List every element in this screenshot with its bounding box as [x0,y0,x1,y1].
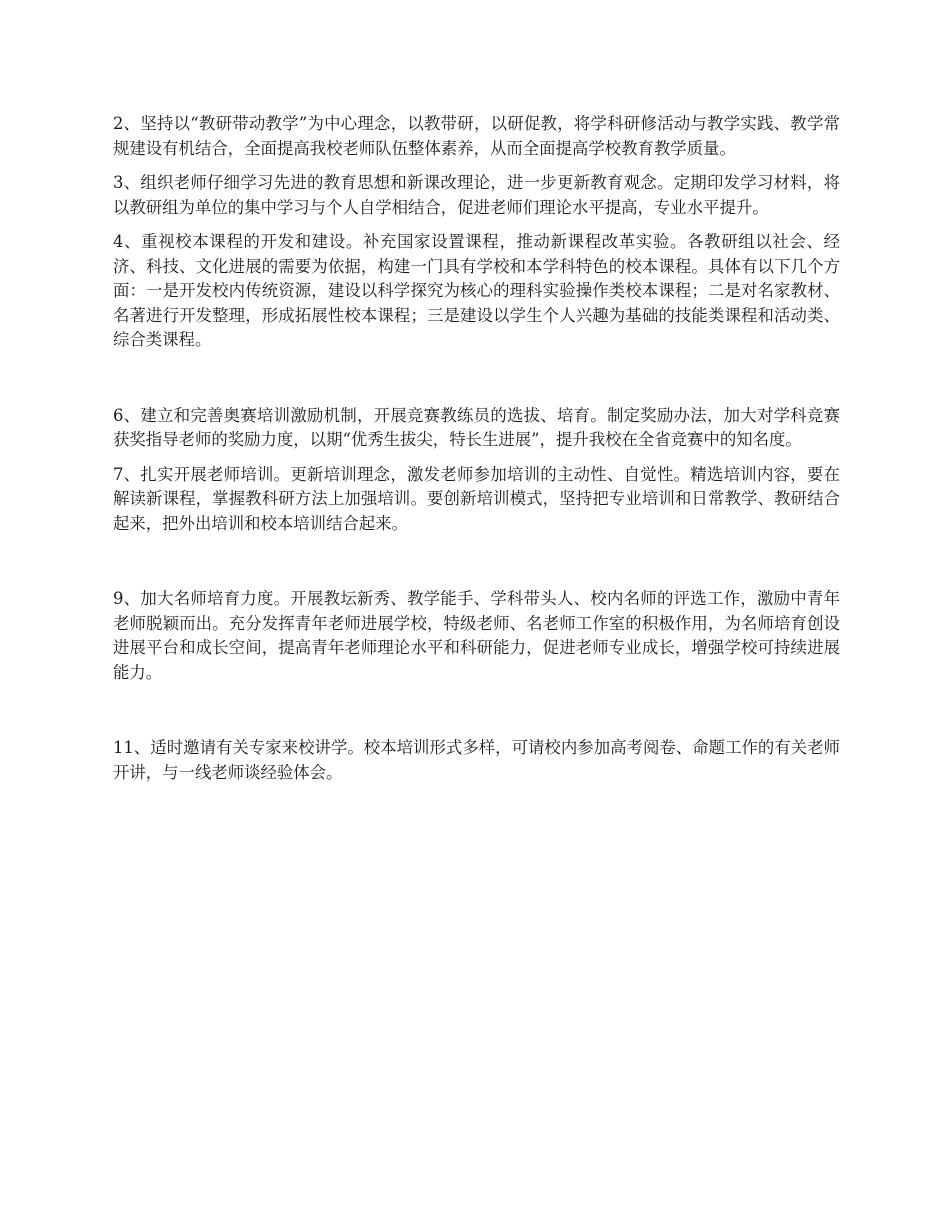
paragraph-item-6: 6、建立和完善奥赛培训激励机制，开展竞赛教练员的选拔、培育。制定奖励办法，加大对学科竞赛获奖指导老师的奖励力度，以期“优秀生拔尖，特长生进展”，提升我校在全省竞赛中的知名度。 [113,405,840,449]
paragraph-item-9: 9、加大名师培育力度。开展教坛新秀、教学能手、学科带头人、校内名师的评选工作，激励中青年老师脱颖而出。充分发挥青年老师进展学校，特级老师、名老师工作室的积极作用，为名师培育创设进展平台和成长空间，提高青年老师理论水平和科研能力，促进老师专业成长，增强学校可持续进展能力。 [113,589,840,682]
paragraph-item-4: 4、重视校本课程的开发和建设。补充国家设置课程，推动新课程改革实验。各教研组以社会、经济、科技、文化进展的需要为依据，构建一门具有学校和本学科特色的校本课程。具体有以下几个方面：一是开发校内传统资源，建设以科学探究为核心的理科实验操作类校本课程；二是对名家教材、名著进行开发整理，形成拓展性校本课程；三是建设以学生个人兴趣为基础的技能类课程和活动类、综合类课程。 [113,232,840,349]
paragraph-item-11: 11、适时邀请有关专家来校讲学。校本培训形式多样，可请校内参加高考阅卷、命题工作的有关老师开讲，与一线老师谈经验体会。 [113,738,840,782]
document-page [113,112,840,785]
paragraph-item-7: 7、扎实开展老师培训。更新培训理念，激发老师参加培训的主动性、自觉性。精选培训内容，要在解读新课程，掌握教科研方法上加强培训。要创新培训模式，坚持把专业培训和日常教学、教研结合起来，把外出培训和校本培训结合起来。 [113,464,840,533]
paragraph-item-2: 2、坚持以“教研带动教学”为中心理念，以教带研，以研促教，将学科研修活动与教学实践、教学常规建设有机结合，全面提高我校老师队伍整体素养，从而全面提高学校教育教学质量。 [113,114,840,158]
paragraph-item-3: 3、组织老师仔细学习先进的教育思想和新课改理论，进一步更新教育观念。定期印发学习材料，将以教研组为单位的集中学习与个人自学相结合，促进老师们理论水平提高，专业水平提升。 [113,173,840,217]
